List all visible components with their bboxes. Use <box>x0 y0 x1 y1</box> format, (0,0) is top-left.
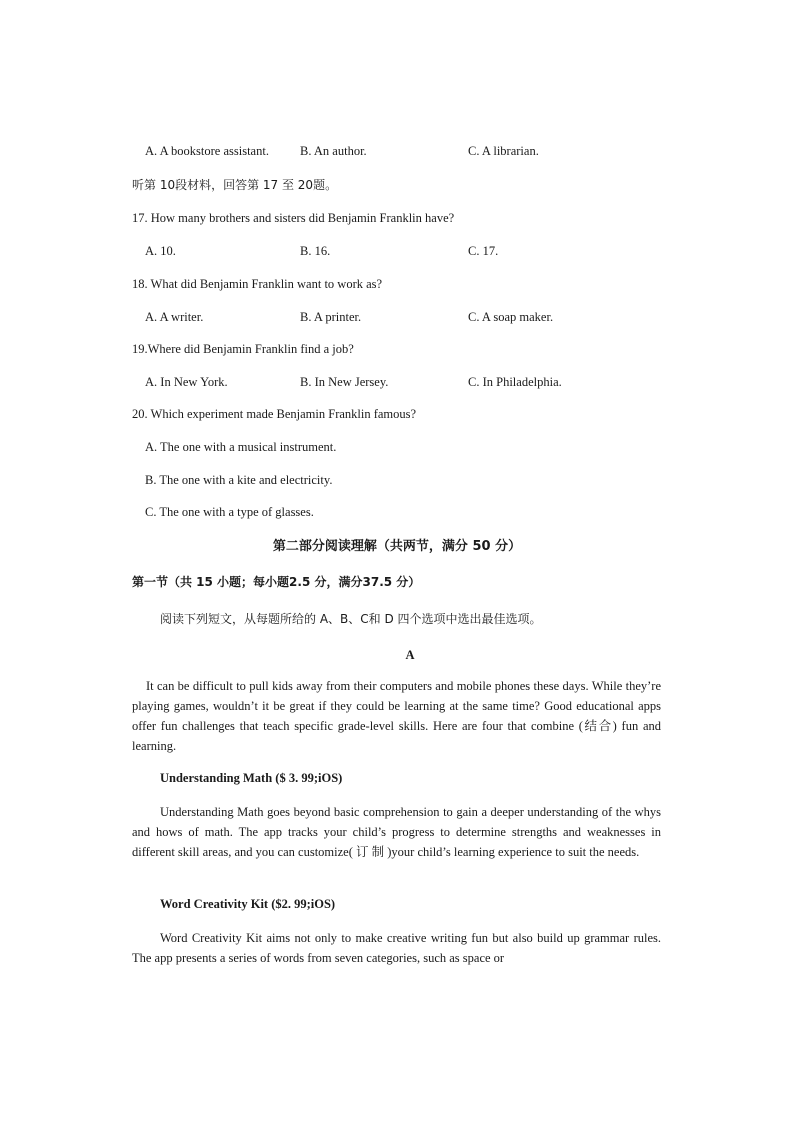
q19-option-c: C. In Philadelphia. <box>468 375 562 389</box>
passage-label: A <box>405 648 415 662</box>
q16-option-b: B. An author. <box>300 144 367 158</box>
q19-option-a: A. In New York. <box>145 375 228 389</box>
reading-instruction: 阅读下列短文，从每题所给的 A、B、C和 D 四个选项中选出最佳选项。 <box>160 612 542 626</box>
q19-option-b: B. In New Jersey. <box>300 375 389 389</box>
section10-instruction: 听第 10段材料，回答第 17 至 20题。 <box>132 178 338 192</box>
q17-stem: 17. How many brothers and sisters did Benjamin Franklin have? <box>132 211 455 225</box>
q17-option-a: A. 10. <box>145 244 176 258</box>
q18-option-c: C. A soap maker. <box>468 310 554 324</box>
app1-paragraph-text: Understanding Math goes beyond basic comprehension to gain a deeper understanding of the whys and hows of math. The app tracks your child’s progress to determine strengths and weaknesses in different skill areas, and you can customize( 订 制 )your child’s learning experience to suit the needs. <box>132 805 661 859</box>
intro-paragraph <box>132 676 661 756</box>
app1-title: Understanding Math ($ 3. 99;iOS) <box>160 771 343 785</box>
q20-stem: 20. Which experiment made Benjamin Franklin famous? <box>132 407 417 421</box>
app2-paragraph-text: Word Creativity Kit aims not only to make creative writing fun but also build up grammar rules. The app presents a series of words from seven categories, such as space or <box>132 931 661 965</box>
app2-title: Word Creativity Kit ($2. 99;iOS) <box>160 897 336 911</box>
section1-title: 第一节（共 15 小题；每小题2.5 分，满分37.5 分） <box>132 575 421 589</box>
app1-paragraph <box>132 802 661 862</box>
q17-option-c: C. 17. <box>468 244 499 258</box>
part2-title: 第二部分阅读理解（共两节，满分 50 分） <box>272 539 522 554</box>
q18-option-b: B. A printer. <box>300 310 362 324</box>
q16-option-a: A. A bookstore assistant. <box>145 144 269 158</box>
q20-option-b: B. The one with a kite and electricity. <box>145 473 333 487</box>
q18-option-a: A. A writer. <box>145 310 204 324</box>
q16-option-c: C. A librarian. <box>468 144 539 158</box>
q18-stem: 18. What did Benjamin Franklin want to work as? <box>132 277 383 291</box>
q20-option-a: A. The one with a musical instrument. <box>145 440 337 454</box>
q19-stem: 19.Where did Benjamin Franklin find a job? <box>132 342 354 356</box>
q20-option-c: C. The one with a type of glasses. <box>145 505 314 519</box>
q17-option-b: B. 16. <box>300 244 331 258</box>
app2-paragraph <box>132 928 661 968</box>
intro-paragraph-text: It can be difficult to pull kids away from their computers and mobile phones these days. While they’re playing games, wouldn’t it be great if they could be learning at the same time? Good educational apps offer fun challenges that teach specific grade-level skills. Here are four that combine (结合) fun and learning. <box>132 679 661 753</box>
